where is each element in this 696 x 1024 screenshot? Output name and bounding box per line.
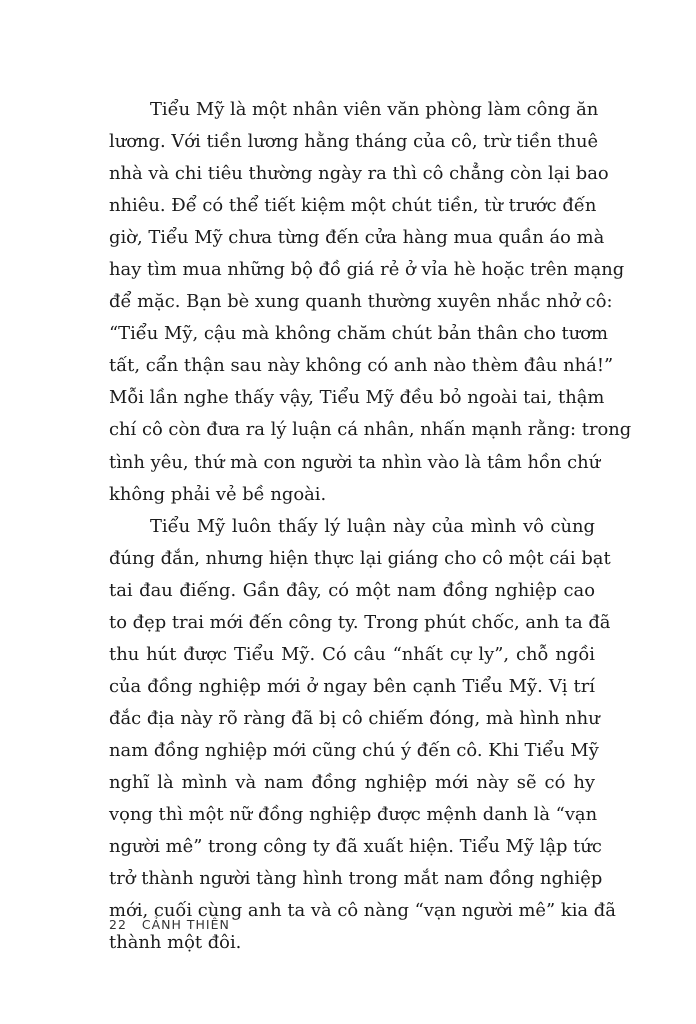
text-line: nghĩ là mình và nam đồng nghiệp mới này sẽ có hy [109, 771, 595, 793]
text-line: của đồng nghiệp mới ở ngay bên cạnh Tiểu Mỹ. Vị trí [109, 675, 595, 697]
running-title: CẢNH THIÊN [141, 917, 230, 932]
text-line: nhà và chi tiêu thường ngày ra thì cô chẳng còn lại bao [109, 163, 609, 185]
text-line: đúng đắn, nhưng hiện thực lại giáng cho cô một cái bạt [109, 547, 611, 569]
text-line: tai đau điếng. Gần đây, có một nam đồng nghiệp cao [109, 579, 595, 601]
text-line: nam đồng nghiệp mới cũng chú ý đến cô. Khi Tiểu Mỹ [109, 739, 599, 761]
text-line: tình yêu, thứ mà con người ta nhìn vào là tâm hồn chứ [109, 451, 601, 473]
text-line: Mỗi lần nghe thấy vậy, Tiểu Mỹ đều bỏ ngoài tai, thậm [109, 387, 605, 409]
text-line: không phải vẻ bề ngoài. [109, 483, 327, 505]
paragraph [109, 511, 616, 960]
text-line: hay tìm mua những bộ đồ giá rẻ ở vỉa hè hoặc trên mạng [109, 259, 625, 281]
text-line: lương. Với tiền lương hằng tháng của cô, trừ tiền thuê [109, 131, 599, 153]
text-line: Tiểu Mỹ là một nhân viên văn phòng làm công ăn [150, 99, 599, 120]
page-footer [109, 917, 230, 932]
text-line: Tiểu Mỹ luôn thấy lý luận này của mình vô cùng [150, 515, 595, 537]
text-line: thu hút được Tiểu Mỹ. Có câu “nhất cự ly”, chỗ ngồi [109, 643, 595, 665]
paragraph [109, 94, 632, 511]
text-line: vọng thì một nữ đồng nghiệp được mệnh danh là “vạn [109, 804, 598, 826]
text-line: chí cô còn đưa ra lý luận cá nhân, nhấn mạnh rằng: trong [109, 419, 632, 441]
text-line: để mặc. Bạn bè xung quanh thường xuyên nhắc nhở cô: [109, 291, 613, 313]
body-text [109, 94, 632, 959]
text-line: to đẹp trai mới đến công ty. Trong phút chốc, anh ta đã [109, 611, 611, 633]
page-number: 22 [109, 917, 127, 932]
text-line: đắc địa này rõ ràng đã bị cô chiếm đóng, mà hình như [109, 707, 600, 729]
text-line: thành một đôi. [109, 932, 242, 954]
text-line: tất, cẩn thận sau này không có anh nào thèm đâu nhá!” [109, 355, 614, 377]
text-line: người mê” trong công ty đã xuất hiện. Tiểu Mỹ lập tức [109, 836, 602, 858]
text-line: nhiêu. Để có thể tiết kiệm một chút tiền, từ trước đến [109, 195, 597, 217]
text-line: mới, cuối cùng anh ta và cô nàng “vạn người mê” kia đã [109, 900, 616, 922]
text-line: giờ, Tiểu Mỹ chưa từng đến cửa hàng mua quần áo mà [109, 227, 605, 249]
text-line: “Tiểu Mỹ, cậu mà không chăm chút bản thân cho tươm [109, 323, 608, 345]
text-line: trở thành người tàng hình trong mắt nam đồng nghiệp [109, 868, 603, 890]
